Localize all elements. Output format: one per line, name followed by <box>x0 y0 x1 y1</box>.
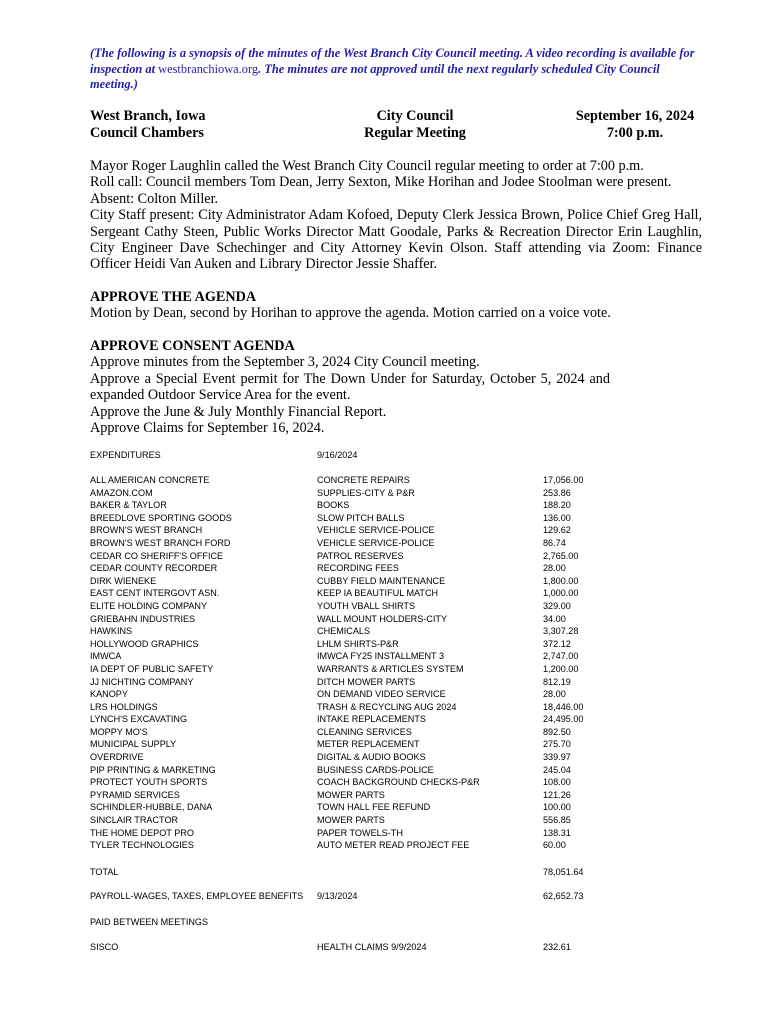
header-room: Council Chambers <box>90 124 204 141</box>
claim-amount: 245.04 <box>543 764 571 775</box>
claim-description: COACH BACKGROUND CHECKS-P&R <box>317 777 480 788</box>
claim-vendor: BROWN'S WEST BRANCH FORD <box>90 537 231 548</box>
call-to-order: Mayor Roger Laughlin called the West Branch City Council regular meeting to order at 7:00 p.m. <box>90 158 644 174</box>
claim-amount: 108.00 <box>543 777 571 788</box>
header-body: City Council <box>376 108 454 124</box>
claim-amount: 3,307.28 <box>543 626 579 637</box>
claim-description: MOWER PARTS <box>317 789 385 800</box>
claim-vendor: TYLER TECHNOLOGIES <box>90 840 194 851</box>
claim-amount: 18,446.00 <box>543 701 584 712</box>
claim-description: CHEMICALS <box>317 626 371 637</box>
header-date: September 16, 2024 <box>575 108 695 124</box>
consent-section <box>90 338 610 436</box>
claim-vendor: IA DEPT OF PUBLIC SAFETY <box>90 663 214 674</box>
absent: Absent: Colton Miller. <box>90 190 219 207</box>
claim-vendor: BREEDLOVE SPORTING GOODS <box>90 512 232 523</box>
staff-present: City Staff present: City Administrator Adam Kofoed, Deputy Clerk Jessica Brown, Police Chief Greg Hall, Sergeant Cathy Steen, Public Works Director Matt Goodale, Parks & Recreation Director Erin Laughlin, City Engineer Dave Schechinger and City Attorney Kevin Olson. Staff attending via Zoom: Finance Officer Heidi Van Auken and Library Director Jessie Shaffer. <box>90 207 702 273</box>
claim-amount: 86.74 <box>543 537 566 548</box>
claim-vendor: PROTECT YOUTH SPORTS <box>90 777 208 788</box>
roll-call: Roll call: Council members Tom Dean, Jerry Sexton, Mike Horihan and Jodee Stoolman were present. <box>90 174 672 191</box>
claim-vendor: PYRAMID SERVICES <box>90 789 180 800</box>
claim-description: TRASH & RECYCLING AUG 2024 <box>317 701 457 712</box>
claim-amount: 812.19 <box>543 676 571 687</box>
claim-vendor: LYNCH'S EXCAVATING <box>90 714 188 725</box>
total-amount: 78,051.64 <box>543 867 584 877</box>
claim-description: INTAKE REPLACEMENTS <box>317 714 426 725</box>
claim-vendor: JJ NICHTING COMPANY <box>90 676 194 687</box>
claim-description: CONCRETE REPAIRS <box>317 475 410 485</box>
claim-vendor: SCHINDLER-HUBBLE, DANA <box>90 802 213 813</box>
claim-amount: 329.00 <box>543 600 571 611</box>
claim-amount: 121.26 <box>543 789 571 800</box>
claim-amount: 372.12 <box>543 638 571 649</box>
claim-description: SLOW PITCH BALLS <box>317 512 405 523</box>
consent-item-4: Approve Claims for September 16, 2024. <box>90 420 325 437</box>
claim-vendor: ELITE HOLDING COMPANY <box>90 600 208 611</box>
claim-amount: 1,000.00 <box>543 588 579 599</box>
claim-description: CLEANING SERVICES <box>317 726 412 737</box>
claim-vendor: OVERDRIVE <box>90 752 144 763</box>
claim-description: BOOKS <box>317 500 350 511</box>
claim-description: KEEP IA BEAUTIFUL MATCH <box>317 588 439 599</box>
claim-description: AUTO METER READ PROJECT FEE <box>317 840 470 851</box>
header-city: West Branch, Iowa <box>90 108 206 124</box>
claim-vendor: SINCLAIR TRACTOR <box>90 815 179 826</box>
total-label: TOTAL <box>90 867 119 877</box>
payroll-amount: 62,652.73 <box>543 891 584 901</box>
payroll-date: 9/13/2024 <box>317 891 358 901</box>
claim-description: VEHICLE SERVICE-POLICE <box>317 525 435 536</box>
claim-amount: 253.86 <box>543 487 571 498</box>
claim-description: SUPPLIES-CITY & P&R <box>317 487 415 498</box>
claim-amount: 100.00 <box>543 802 571 813</box>
claim-description: WALL MOUNT HOLDERS-CITY <box>317 613 448 624</box>
claim-vendor: MUNICIPAL SUPPLY <box>90 739 177 750</box>
intro-text-2: . The minutes are not approved until the next regularly scheduled City Council meeting.) <box>90 61 660 91</box>
claim-vendor: BAKER & TAYLOR <box>90 500 167 511</box>
header-session: Regular Meeting <box>364 124 466 141</box>
intro-text-1: (The following is a synopsis of the minutes of the West Branch City Council meeting. A video recording is available for inspection at <box>90 46 695 76</box>
agenda-heading: APPROVE THE AGENDA <box>90 289 257 305</box>
claim-vendor: KANOPY <box>90 689 128 700</box>
claim-amount: 556.85 <box>543 815 571 826</box>
claim-description: IMWCA FY25 INSTALLMENT 3 <box>317 651 445 662</box>
claim-description: METER REPLACEMENT <box>317 739 420 750</box>
claim-vendor: PIP PRINTING & MARKETING <box>90 764 216 775</box>
header-location <box>90 108 205 141</box>
claim-amount: 28.00 <box>543 689 566 700</box>
payroll-label: PAYROLL-WAGES, TAXES, EMPLOYEE BENEFITS <box>90 891 304 901</box>
claim-amount: 129.62 <box>543 525 571 536</box>
claim-description: BUSINESS CARDS-POLICE <box>317 764 434 775</box>
sisco-amount: 232.61 <box>543 942 571 952</box>
consent-item-1: Approve minutes from the September 3, 2024 City Council meeting. <box>90 354 480 371</box>
sisco-desc: HEALTH CLAIMS 9/9/2024 <box>317 942 427 952</box>
claim-description: CUBBY FIELD MAINTENANCE <box>317 575 446 586</box>
claim-amount: 60.00 <box>543 840 566 851</box>
sisco-vendor: SISCO <box>90 942 119 952</box>
website-link[interactable]: westbranchiowa.org <box>158 61 259 76</box>
claim-amount: 2,765.00 <box>543 550 579 561</box>
claim-vendor: HAWKINS <box>90 626 133 637</box>
consent-item-3: Approve the June & July Monthly Financial Report. <box>90 403 387 420</box>
claim-description: PAPER TOWELS-TH <box>317 827 403 838</box>
claim-amount: 339.97 <box>543 752 571 763</box>
claim-amount: 892.50 <box>543 726 571 737</box>
claim-vendor: BROWN'S WEST BRANCH <box>90 525 203 536</box>
intro-notice <box>90 46 705 93</box>
claim-description: VEHICLE SERVICE-POLICE <box>317 537 435 548</box>
claim-description: MOWER PARTS <box>317 815 385 826</box>
claim-amount: 275.70 <box>543 739 571 750</box>
expenditures-label: EXPENDITURES <box>90 450 161 460</box>
header-time: 7:00 p.m. <box>606 124 664 141</box>
claim-description: TOWN HALL FEE REFUND <box>317 802 431 813</box>
claim-vendor: MOPPY MO'S <box>90 726 148 737</box>
claim-vendor: LRS HOLDINGS <box>90 701 158 712</box>
claim-amount: 17,056.00 <box>543 475 584 485</box>
header-meeting-type <box>363 108 467 141</box>
claim-amount: 188.20 <box>543 500 571 511</box>
claim-amount: 1,800.00 <box>543 575 579 586</box>
header-datetime <box>570 108 700 141</box>
claim-vendor: DIRK WIENEKE <box>90 575 157 586</box>
claim-amount: 28.00 <box>543 563 566 574</box>
claim-amount: 2,747.00 <box>543 651 579 662</box>
expenditures-date: 9/16/2024 <box>317 450 358 460</box>
claim-vendor: HOLLYWOOD GRAPHICS <box>90 638 199 649</box>
claim-vendor: ALL AMERICAN CONCRETE <box>90 475 210 485</box>
consent-heading: APPROVE CONSENT AGENDA <box>90 338 295 354</box>
claim-amount: 34.00 <box>543 613 566 624</box>
claim-vendor: AMAZON.COM <box>90 487 153 498</box>
claim-description: ON DEMAND VIDEO SERVICE <box>317 689 446 700</box>
claim-vendor: IMWCA <box>90 651 122 662</box>
claim-vendor: CEDAR COUNTY RECORDER <box>90 563 218 574</box>
opening-section <box>90 158 702 273</box>
claim-vendor: GRIEBAHN INDUSTRIES <box>90 613 196 624</box>
paid-between-label: PAID BETWEEN MEETINGS <box>90 917 209 927</box>
claim-vendor: CEDAR CO SHERIFF'S OFFICE <box>90 550 224 561</box>
agenda-motion: Motion by Dean, second by Horihan to approve the agenda. Motion carried on a voice vote. <box>90 305 611 322</box>
claim-amount: 138.31 <box>543 827 571 838</box>
consent-item-2: Approve a Special Event permit for The Down Under for Saturday, October 5, 2024 and expanded Outdoor Service Area for the event. <box>90 370 610 404</box>
agenda-section <box>90 289 702 322</box>
claim-description: RECORDING FEES <box>317 563 399 574</box>
claim-description: PATROL RESERVES <box>317 550 404 561</box>
claim-description: DITCH MOWER PARTS <box>317 676 416 687</box>
claim-vendor: THE HOME DEPOT PRO <box>90 827 194 838</box>
claim-description: DIGITAL & AUDIO BOOKS <box>317 752 426 763</box>
claim-description: WARRANTS & ARTICLES SYSTEM <box>317 663 464 674</box>
claim-amount: 1,200.00 <box>543 663 579 674</box>
claim-amount: 136.00 <box>543 512 571 523</box>
claim-amount: 24,495.00 <box>543 714 584 725</box>
claim-description: LHLM SHIRTS-P&R <box>317 638 399 649</box>
claim-vendor: EAST CENT INTERGOVT ASN. <box>90 588 220 599</box>
claim-description: YOUTH VBALL SHIRTS <box>317 600 416 611</box>
